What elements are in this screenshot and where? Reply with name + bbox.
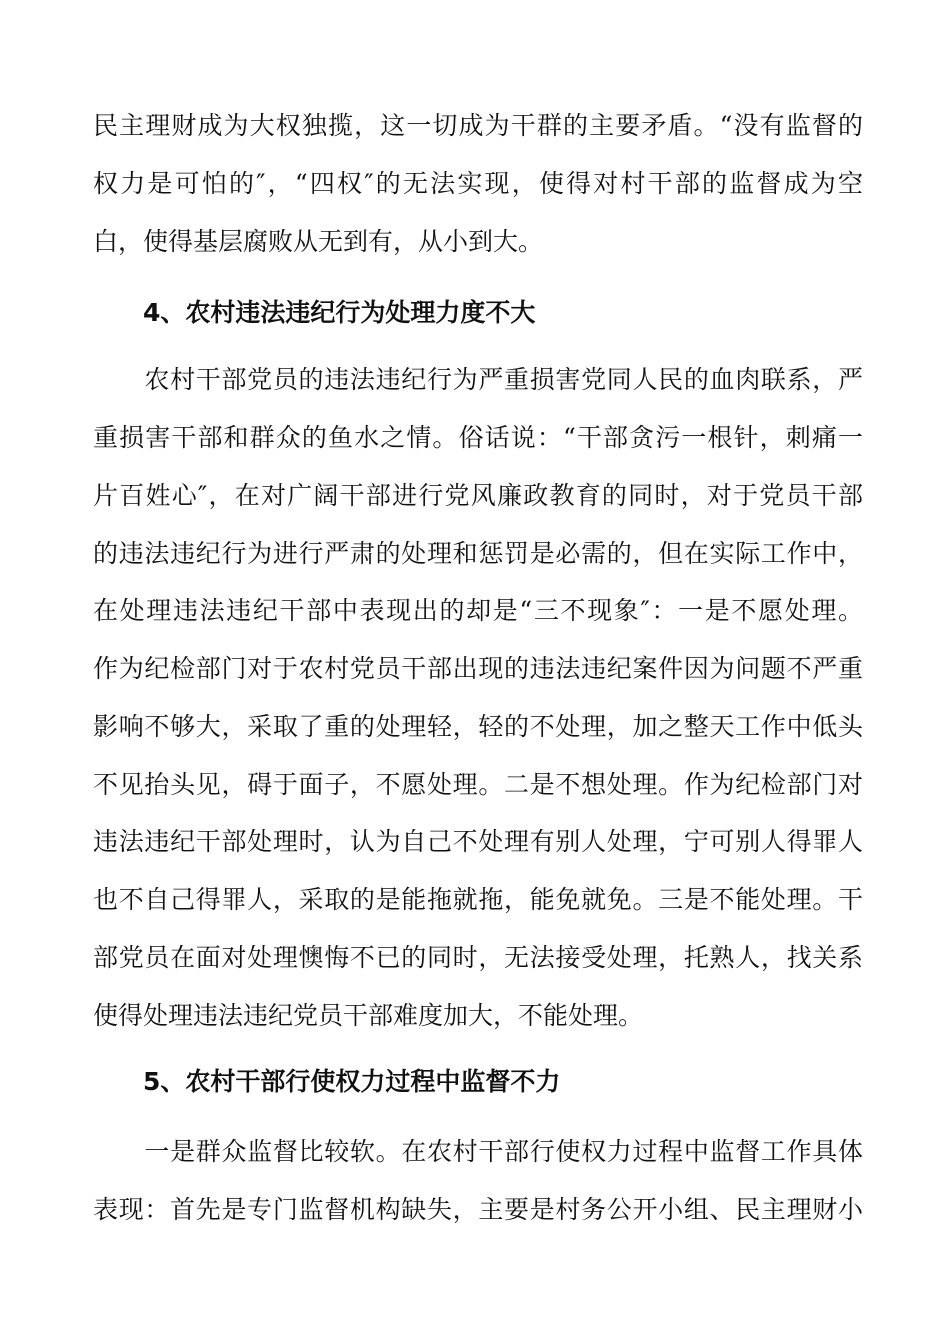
paragraph-line: 农村干部党员的违法违纪行为严重损害党同人民的血肉联系，严	[93, 365, 863, 394]
paragraph-line: 在处理违法违纪干部中表现出的却是“三不现象″：一是不愿处理。	[93, 596, 863, 625]
section-heading-5: 5、农村干部行使权力过程中监督不力	[143, 1067, 561, 1096]
paragraph-line: 部党员在面对处理懊悔不已的同时，无法接受处理，托熟人，找关系	[93, 943, 863, 972]
paragraph-line: 使得处理违法违纪党员干部难度加大，不能处理。	[93, 1001, 644, 1030]
section-heading-4: 4、农村违法违纪行为处理力度不大	[143, 298, 536, 327]
paragraph-line: 作为纪检部门对于农村党员干部出现的违法违纪案件因为问题不严重	[93, 654, 863, 683]
paragraph-line: 表现：首先是专门监督机构缺失，主要是村务公开小组、民主理财小	[93, 1195, 863, 1224]
paragraph-line: 也不自己得罪人，采取的是能拖就拖，能免就免。三是不能处理。干	[93, 885, 863, 914]
paragraph-line: 民主理财成为大权独揽，这一切成为干群的主要矛盾。“没有监督的	[93, 111, 863, 140]
paragraph-line: 违法违纪干部处理时，认为自己不处理有别人处理，宁可别人得罪人	[93, 827, 863, 856]
paragraph-line: 权力是可怕的″，“四权″的无法实现，使得对村干部的监督成为空	[93, 169, 863, 198]
paragraph-line: 一是群众监督比较软。在农村干部行使权力过程中监督工作具体	[93, 1137, 863, 1166]
paragraph-line: 重损害干部和群众的鱼水之情。俗话说：“干部贪污一根针，刺痛一	[93, 423, 863, 452]
paragraph-line: 影响不够大，采取了重的处理轻，轻的不处理，加之整天工作中低头	[93, 712, 863, 741]
paragraph-line: 片百姓心″，在对广阔干部进行党风廉政教育的同时，对于党员干部	[93, 481, 863, 510]
paragraph-line: 白，使得基层腐败从无到有，从小到大。	[93, 227, 544, 256]
paragraph-line: 的违法违纪行为进行严肃的处理和惩罚是必需的，但在实际工作中，	[93, 539, 863, 568]
paragraph-line: 不见抬头见，碍于面子，不愿处理。二是不想处理。作为纪检部门对	[93, 770, 863, 799]
